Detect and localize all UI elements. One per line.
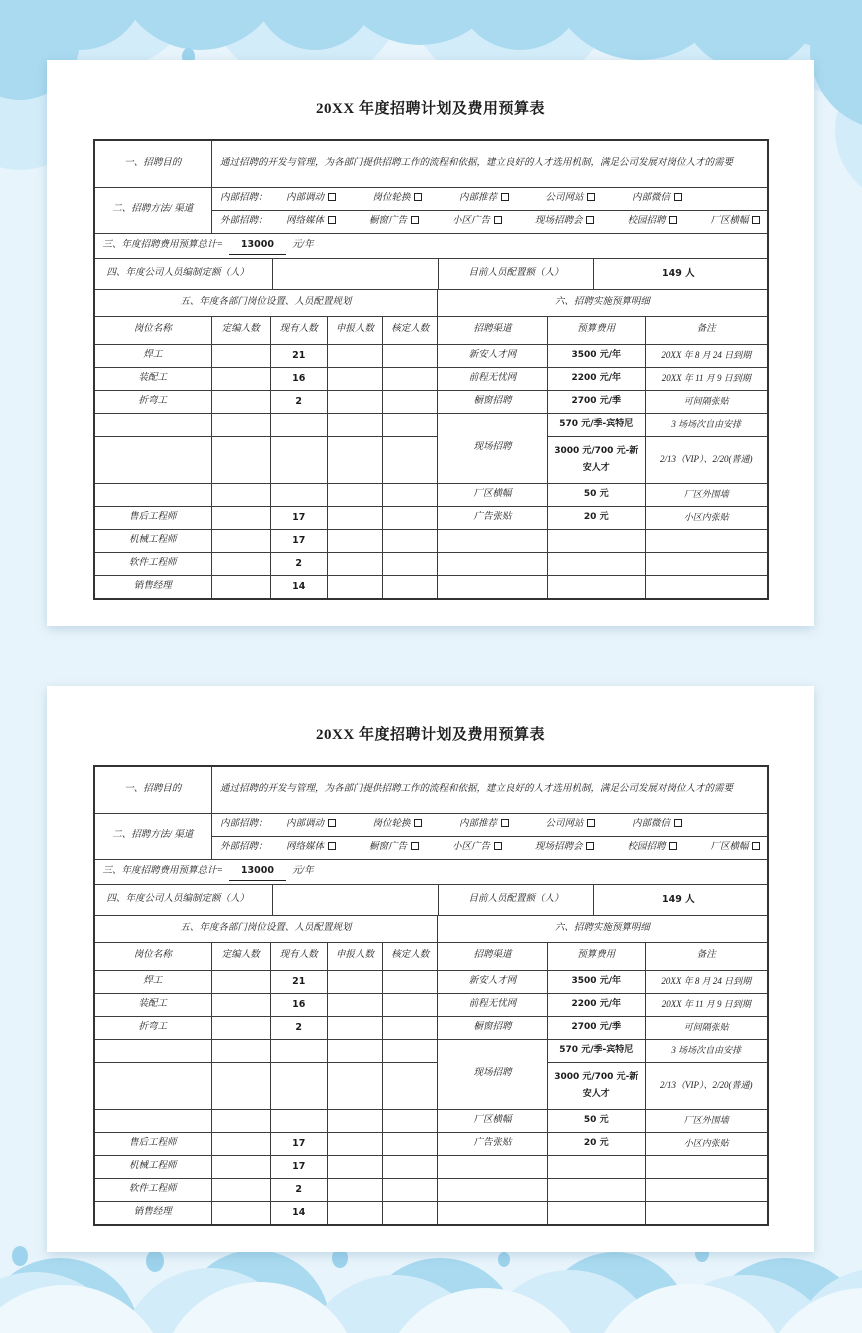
option-company-website: 公司网站	[545, 190, 595, 207]
section5-title: 五、年度各部门岗位设置、人员配置规划	[94, 915, 438, 942]
current-count-cell: 14	[270, 575, 327, 599]
col-budget: 预算费用	[547, 942, 645, 970]
position-cell: 折弯工	[94, 1016, 212, 1039]
table-row	[94, 1155, 768, 1178]
purpose-text: 通过招聘的开发与管理，为各部门提供招聘工作的流程和依据，建立良好的人才选用机制，满足公司发展对岗位人才的需要	[211, 766, 767, 813]
table-row	[94, 1039, 768, 1062]
note-cell	[645, 1201, 767, 1225]
checkbox-icon[interactable]	[586, 842, 594, 850]
checkbox-icon[interactable]	[328, 216, 336, 224]
note-cell: 厂区外围墙	[645, 1109, 767, 1132]
fee-cell	[547, 1178, 645, 1201]
channel-cell: 前程无忧网	[438, 367, 547, 390]
current-count-cell: 17	[270, 506, 327, 529]
channel-cell: 广告张贴	[438, 506, 547, 529]
section5-title: 五、年度各部门岗位设置、人员配置规划	[94, 289, 438, 316]
internal-recruiting-row	[216, 816, 763, 833]
position-cell	[94, 436, 212, 483]
position-cell	[94, 1109, 212, 1132]
channel-cell: 厂区横幅	[438, 1109, 547, 1132]
table-row	[94, 1016, 768, 1039]
budget-value: 13000	[229, 236, 286, 254]
current-count-cell: 17	[270, 1132, 327, 1155]
note-cell: 3 场场次自由安排	[645, 413, 767, 436]
fee-cell	[547, 552, 645, 575]
col-budget: 预算费用	[547, 316, 645, 344]
purpose-label: 一、招聘目的	[94, 140, 212, 187]
headcount-quota-value	[272, 885, 437, 915]
document-page-1	[47, 60, 814, 626]
note-cell: 可间隔张贴	[645, 1016, 767, 1039]
headcount-quota-value	[272, 259, 437, 289]
current-headcount-value: 149 人	[593, 885, 762, 915]
position-cell	[94, 483, 212, 506]
fee-cell: 20 元	[547, 506, 645, 529]
note-cell: 20XX 年 11 月 9 日到期	[645, 367, 767, 390]
headcount-quota-label: 四、年度公司人员编制定额（人）	[106, 893, 250, 904]
current-headcount-label: 目前人员配置额（人）	[438, 259, 593, 289]
col-channel: 招聘渠道	[438, 942, 547, 970]
note-cell: 小区内张贴	[645, 1132, 767, 1155]
note-cell	[645, 529, 767, 552]
fee-cell	[547, 575, 645, 599]
external-label: 外部招聘：	[219, 841, 268, 852]
document-page-2	[47, 686, 814, 1252]
position-cell: 机械工程师	[94, 1155, 212, 1178]
section6-title: 六、招聘实施预算明细	[438, 289, 768, 316]
table-row	[94, 575, 768, 599]
position-cell: 装配工	[94, 993, 212, 1016]
channel-cell	[438, 529, 547, 552]
checkbox-icon[interactable]	[674, 819, 682, 827]
current-count-cell: 2	[270, 1178, 327, 1201]
table-row	[94, 1178, 768, 1201]
option-factory-banner: 厂区横幅	[710, 839, 760, 856]
table-row	[94, 390, 768, 413]
current-count-cell	[270, 1039, 327, 1062]
table-row	[94, 552, 768, 575]
option-campus-recruiting: 校园招聘	[627, 213, 677, 230]
fee-cell: 2200 元/年	[547, 993, 645, 1016]
channel-cell	[438, 1178, 547, 1201]
option-internal-transfer: 内部调动	[286, 816, 336, 833]
col-authorized: 定编人数	[211, 942, 270, 970]
internal-label: 内部招聘：	[219, 818, 268, 829]
col-channel: 招聘渠道	[438, 316, 547, 344]
current-count-cell	[270, 1109, 327, 1132]
table-row	[94, 483, 768, 506]
fee-cell: 570 元/季-宾特尼	[547, 413, 645, 436]
option-window-ad: 橱窗广告	[369, 839, 419, 856]
col-position: 岗位名称	[94, 316, 212, 344]
fee-cell: 50 元	[547, 1109, 645, 1132]
col-requested: 申报人数	[327, 316, 382, 344]
budget-label: 三、年度招聘费用预算总计=	[102, 239, 223, 250]
table-row	[94, 344, 768, 367]
checkbox-icon[interactable]	[328, 819, 336, 827]
fee-cell: 2200 元/年	[547, 367, 645, 390]
table-row	[94, 1109, 768, 1132]
note-cell	[645, 552, 767, 575]
option-community-ad: 小区广告	[452, 839, 502, 856]
page-title: 20XX 年度招聘计划及费用预算表	[316, 101, 545, 117]
checkbox-icon[interactable]	[587, 819, 595, 827]
table-header-row	[94, 942, 768, 970]
note-cell	[645, 575, 767, 599]
position-cell	[94, 1039, 212, 1062]
fee-cell: 3000 元/700 元-新安人才	[547, 1062, 645, 1109]
table-row	[94, 506, 768, 529]
current-count-cell: 2	[270, 1016, 327, 1039]
checkbox-icon[interactable]	[501, 193, 509, 201]
option-campus-recruiting: 校园招聘	[627, 839, 677, 856]
note-cell: 2/13（VIP）、2/20(普通)	[645, 1062, 767, 1109]
option-job-fair: 现场招聘会	[535, 213, 595, 230]
table-row	[94, 993, 768, 1016]
option-internal-referral: 内部推荐	[459, 816, 509, 833]
current-count-cell: 2	[270, 552, 327, 575]
fee-cell: 2700 元/季	[547, 1016, 645, 1039]
position-cell: 销售经理	[94, 1201, 212, 1225]
headcount-quota-label: 四、年度公司人员编制定额（人）	[106, 267, 250, 278]
page-title: 20XX 年度招聘计划及费用预算表	[316, 727, 545, 743]
table-row	[94, 1201, 768, 1225]
channel-cell	[438, 575, 547, 599]
purpose-label: 一、招聘目的	[94, 766, 212, 813]
channel-cell: 现场招聘	[438, 413, 547, 483]
budget-label: 三、年度招聘费用预算总计=	[102, 865, 223, 876]
position-cell: 焊工	[94, 970, 212, 993]
methods-label: 二、招聘方法/ 渠道	[94, 187, 212, 233]
current-count-cell	[270, 483, 327, 506]
note-cell	[645, 1178, 767, 1201]
col-note: 备注	[645, 316, 767, 344]
section6-title: 六、招聘实施预算明细	[438, 915, 768, 942]
option-company-website: 公司网站	[545, 816, 595, 833]
channel-cell: 新安人才网	[438, 970, 547, 993]
fee-cell: 3500 元/年	[547, 344, 645, 367]
recruitment-plan-table	[93, 765, 769, 1226]
option-internal-wechat: 内部微信	[632, 190, 682, 207]
current-count-cell	[270, 436, 327, 483]
col-current: 现有人数	[270, 316, 327, 344]
checkbox-icon[interactable]	[752, 216, 760, 224]
option-community-ad: 小区广告	[452, 213, 502, 230]
internal-recruiting-row	[216, 190, 763, 207]
position-cell: 折弯工	[94, 390, 212, 413]
checkbox-icon[interactable]	[752, 842, 760, 850]
option-factory-banner: 厂区横幅	[710, 213, 760, 230]
current-count-cell: 16	[270, 993, 327, 1016]
current-count-cell: 16	[270, 367, 327, 390]
current-count-cell: 17	[270, 1155, 327, 1178]
checkbox-icon[interactable]	[669, 216, 677, 224]
recruitment-plan-table	[93, 139, 769, 600]
position-cell: 售后工程师	[94, 506, 212, 529]
fee-cell: 3000 元/700 元-新安人才	[547, 436, 645, 483]
checkbox-icon[interactable]	[494, 216, 502, 224]
checkbox-icon[interactable]	[414, 819, 422, 827]
headcount-row	[99, 259, 763, 289]
channel-cell: 现场招聘	[438, 1039, 547, 1109]
methods-label: 二、招聘方法/ 渠道	[94, 813, 212, 859]
checkbox-icon[interactable]	[501, 819, 509, 827]
option-internal-referral: 内部推荐	[459, 190, 509, 207]
note-cell: 可间隔张贴	[645, 390, 767, 413]
option-online-media: 网络媒体	[286, 839, 336, 856]
table-row	[94, 367, 768, 390]
checkbox-icon[interactable]	[328, 193, 336, 201]
note-cell: 小区内张贴	[645, 506, 767, 529]
current-headcount-label: 目前人员配置额（人）	[438, 885, 593, 915]
fee-cell	[547, 1201, 645, 1225]
current-count-cell: 21	[270, 970, 327, 993]
table-row	[94, 529, 768, 552]
note-cell: 20XX 年 11 月 9 日到期	[645, 993, 767, 1016]
note-cell: 3 场场次自由安排	[645, 1039, 767, 1062]
note-cell: 20XX 年 8 月 24 日到期	[645, 970, 767, 993]
position-cell	[94, 1062, 212, 1109]
checkbox-icon[interactable]	[669, 842, 677, 850]
option-window-ad: 橱窗广告	[369, 213, 419, 230]
checkbox-icon[interactable]	[586, 216, 594, 224]
fee-cell: 3500 元/年	[547, 970, 645, 993]
col-position: 岗位名称	[94, 942, 212, 970]
current-count-cell: 14	[270, 1201, 327, 1225]
table-row	[94, 436, 768, 483]
col-approved: 核定人数	[383, 316, 438, 344]
note-cell: 2/13（VIP）、2/20(普通)	[645, 436, 767, 483]
fee-cell	[547, 529, 645, 552]
current-count-cell	[270, 1062, 327, 1109]
position-cell: 软件工程师	[94, 1178, 212, 1201]
col-requested: 申报人数	[327, 942, 382, 970]
channel-cell: 橱窗招聘	[438, 390, 547, 413]
col-current: 现有人数	[270, 942, 327, 970]
table-row	[94, 1132, 768, 1155]
checkbox-icon[interactable]	[414, 193, 422, 201]
current-count-cell	[270, 413, 327, 436]
annual-budget-row	[99, 862, 763, 880]
fee-cell	[547, 1155, 645, 1178]
checkbox-icon[interactable]	[411, 216, 419, 224]
checkbox-icon[interactable]	[411, 842, 419, 850]
channel-cell: 广告张贴	[438, 1132, 547, 1155]
checkbox-icon[interactable]	[328, 842, 336, 850]
option-job-rotation: 岗位轮换	[372, 816, 422, 833]
position-cell	[94, 413, 212, 436]
cloud-decoration-bottom	[0, 1238, 862, 1333]
note-cell: 20XX 年 8 月 24 日到期	[645, 344, 767, 367]
option-job-rotation: 岗位轮换	[372, 190, 422, 207]
note-cell: 厂区外围墙	[645, 483, 767, 506]
budget-unit: 元/年	[291, 865, 314, 876]
option-job-fair: 现场招聘会	[535, 839, 595, 856]
option-internal-transfer: 内部调动	[286, 190, 336, 207]
channel-cell: 新安人才网	[438, 344, 547, 367]
fee-cell: 50 元	[547, 483, 645, 506]
position-cell: 焊工	[94, 344, 212, 367]
position-cell: 销售经理	[94, 575, 212, 599]
table-row	[94, 1062, 768, 1109]
external-label: 外部招聘：	[219, 215, 268, 226]
budget-value: 13000	[229, 862, 286, 880]
col-note: 备注	[645, 942, 767, 970]
col-approved: 核定人数	[383, 942, 438, 970]
position-cell: 售后工程师	[94, 1132, 212, 1155]
table-row	[94, 413, 768, 436]
checkbox-icon[interactable]	[494, 842, 502, 850]
position-cell: 软件工程师	[94, 552, 212, 575]
fee-cell: 20 元	[547, 1132, 645, 1155]
purpose-text: 通过招聘的开发与管理，为各部门提供招聘工作的流程和依据，建立良好的人才选用机制，满足公司发展对岗位人才的需要	[211, 140, 767, 187]
fee-cell: 2700 元/季	[547, 390, 645, 413]
position-cell: 装配工	[94, 367, 212, 390]
checkbox-icon[interactable]	[674, 193, 682, 201]
channel-cell	[438, 1201, 547, 1225]
table-row	[94, 970, 768, 993]
channel-cell: 厂区横幅	[438, 483, 547, 506]
headcount-row	[99, 885, 763, 915]
option-online-media: 网络媒体	[286, 213, 336, 230]
current-count-cell: 21	[270, 344, 327, 367]
external-recruiting-row	[216, 213, 763, 230]
note-cell	[645, 1155, 767, 1178]
channel-cell	[438, 1155, 547, 1178]
annual-budget-row	[99, 236, 763, 254]
current-count-cell: 17	[270, 529, 327, 552]
internal-label: 内部招聘：	[219, 192, 268, 203]
table-header-row	[94, 316, 768, 344]
external-recruiting-row	[216, 839, 763, 856]
current-count-cell: 2	[270, 390, 327, 413]
channel-cell	[438, 552, 547, 575]
channel-cell: 前程无忧网	[438, 993, 547, 1016]
option-internal-wechat: 内部微信	[632, 816, 682, 833]
col-authorized: 定编人数	[211, 316, 270, 344]
fee-cell: 570 元/季-宾特尼	[547, 1039, 645, 1062]
checkbox-icon[interactable]	[587, 193, 595, 201]
position-cell: 机械工程师	[94, 529, 212, 552]
current-headcount-value: 149 人	[593, 259, 762, 289]
budget-unit: 元/年	[291, 239, 314, 250]
channel-cell: 橱窗招聘	[438, 1016, 547, 1039]
